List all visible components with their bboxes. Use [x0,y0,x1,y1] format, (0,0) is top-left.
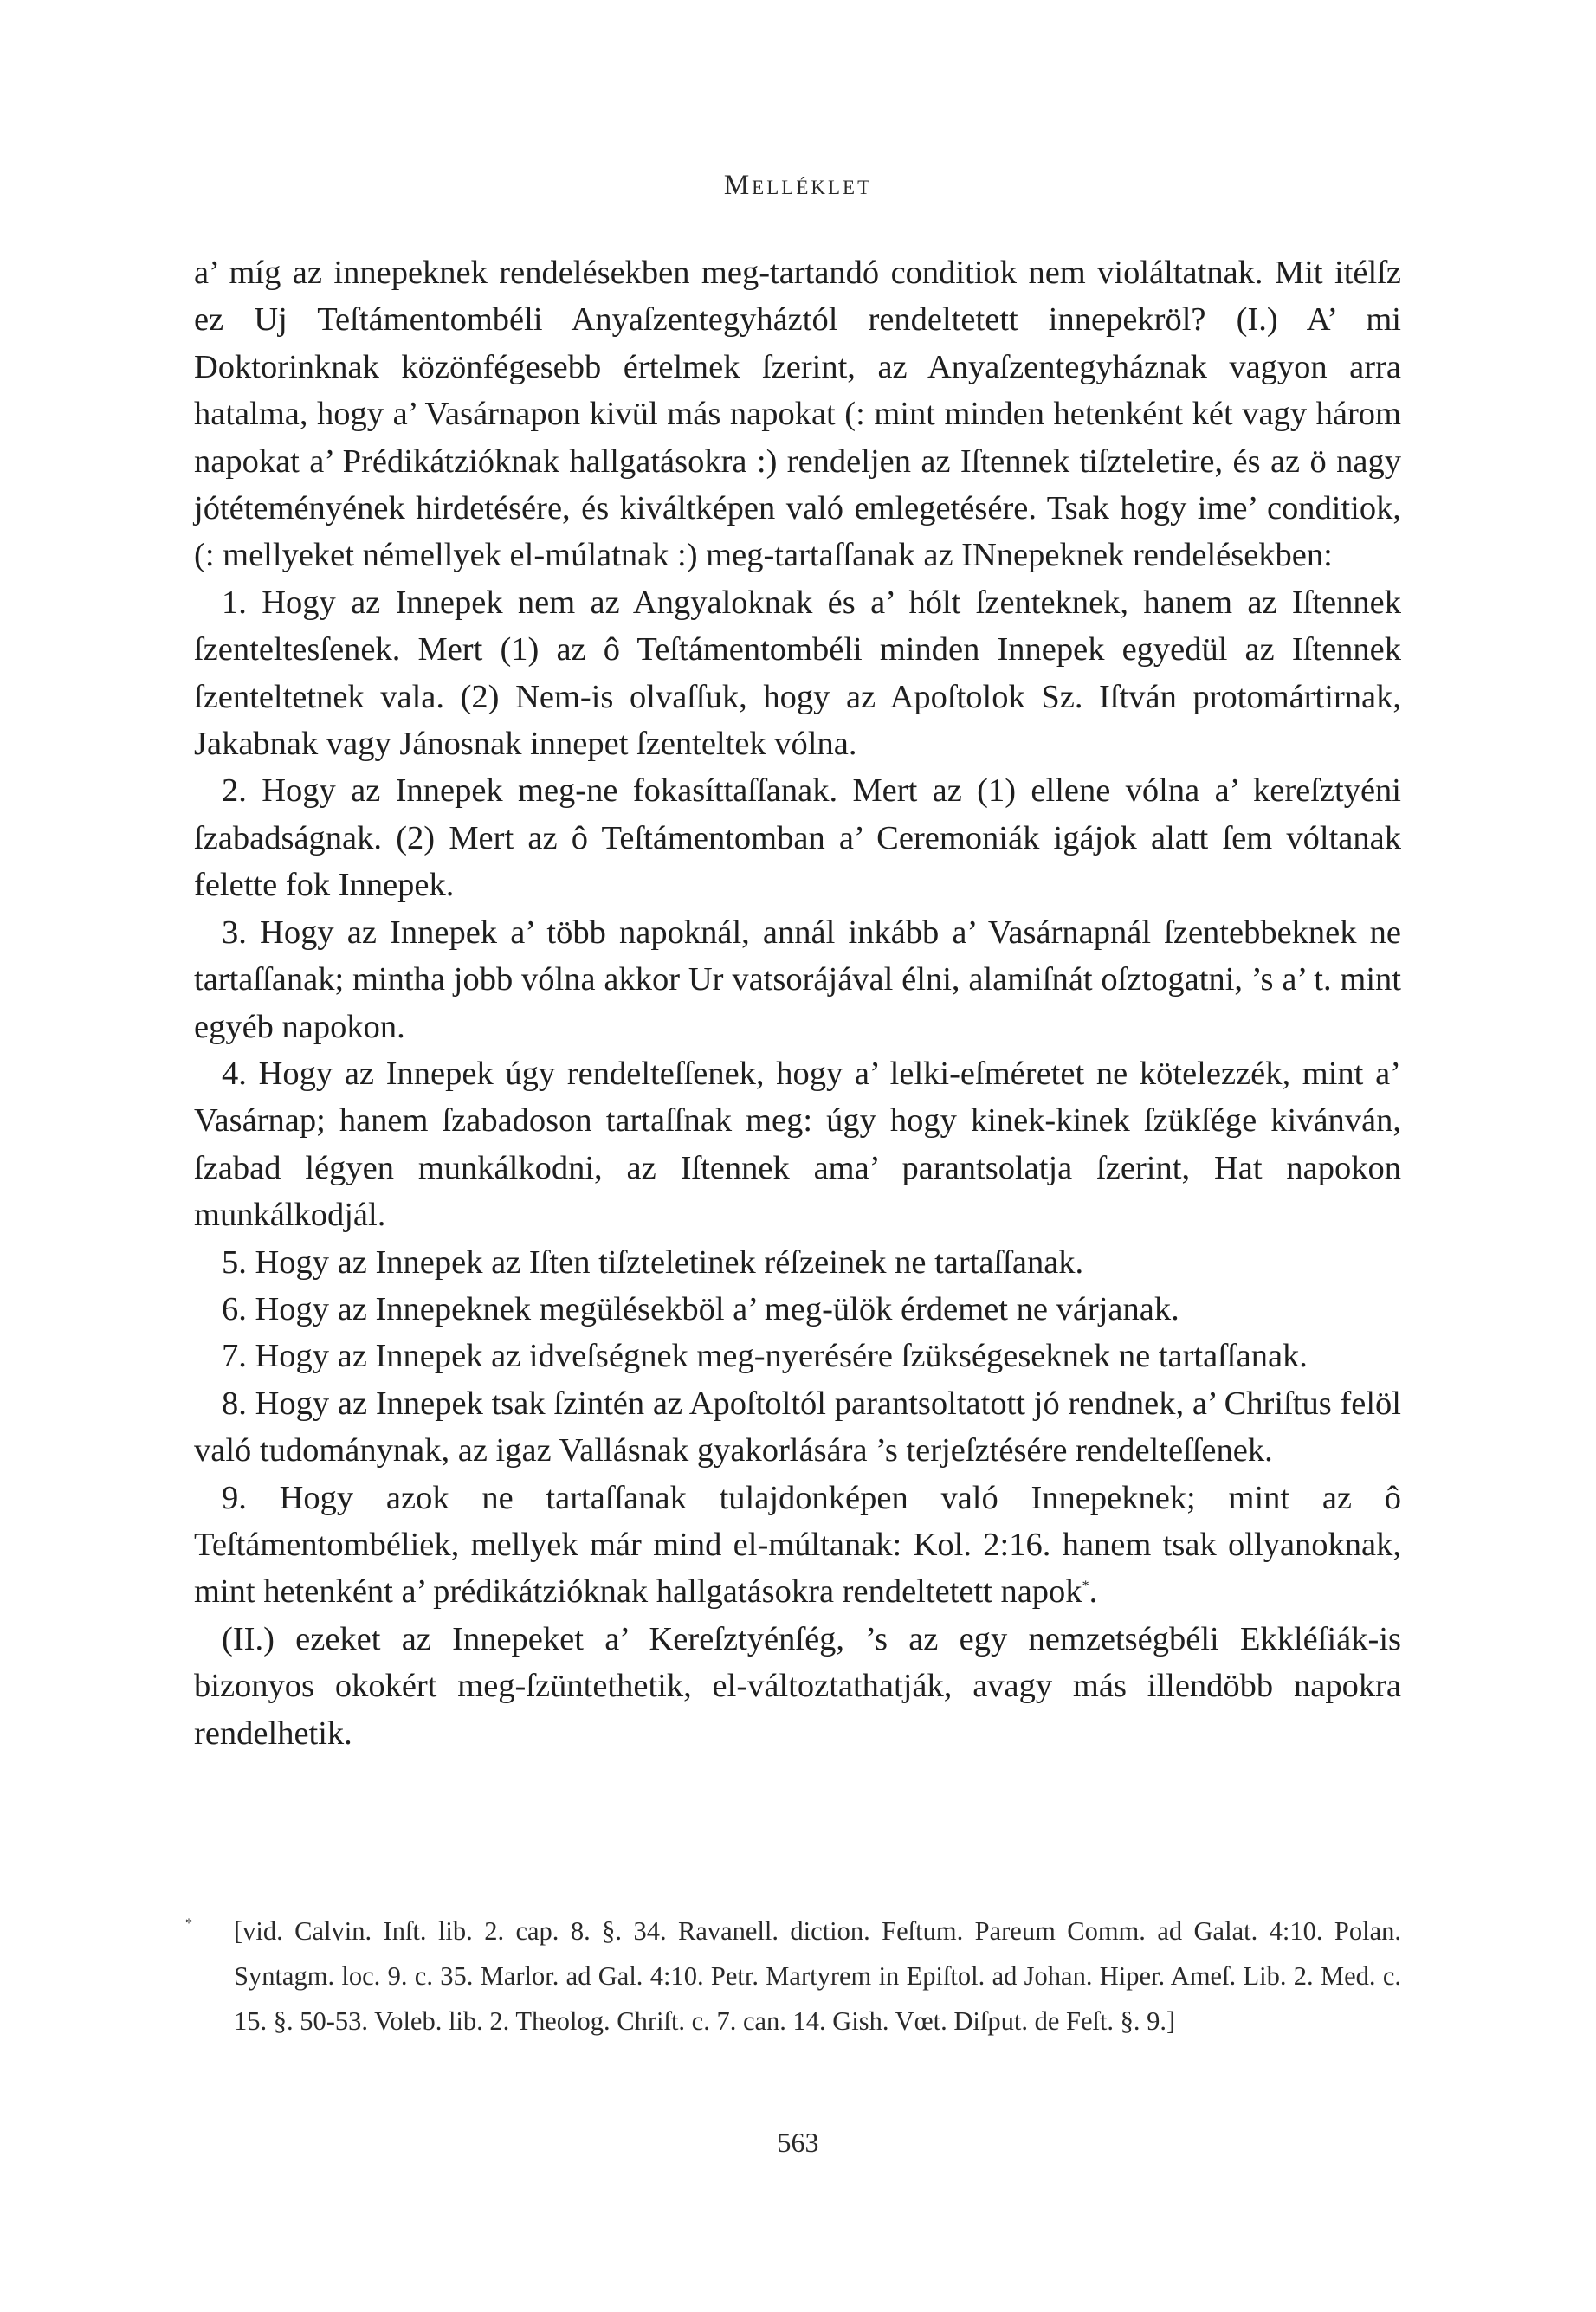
paragraph-condition-5: 5. Hogy az Innepek az Iſten tiſzteletinek réſzeinek ne tartaſſanak. [222,1243,1084,1281]
condition-9-text: 9. Hogy azok ne tartaſſanak tulajdonképen való Innepeknek; mint az ô Teſtámentombéliek, mellyek már mind el-múltanak: Kol. 2:16. hanem tsak ollyanoknak, mint hetenként a’ prédikátzióknak hallgatásokra rendeltetett napok [194,1479,1401,1611]
paragraph-condition-1: 1. Hogy az Innepek nem az Angyaloknak és a’ hólt ſzenteknek, hanem az Iſtennek ſzenteltesſenek. Mert (1) az ô Teſtámentombéli minden Innepek egyedül az Iſtennek ſzenteltetnek vala. (2) Nem-is olvaſſuk, hogy az Apoſtolok Sz. Iſtván protomártirnak, Jakabnak vagy Jánosnak innepet ſzenteltek vólna. [194,584,1401,763]
condition-9-period: . [1089,1573,1098,1611]
footnote-text: [vid. Calvin. Inſt. lib. 2. cap. 8. §. 34. Ravanell. diction. Feſtum. Pareum Comm. ad Galat. 4:10. Polan. Syntagm. loc. 9. c. 35. Marlor. ad Gal. 4:10. Petr. Martyrem in Epiſtol. ad Johan. Hiper. Ameſ. Lib. 2. Med. c. 15. §. 50-53. Voleb. lib. 2. Theolog. Chriſt. c. 7. can. 14. Gish. Vœt. Diſput. de Feſt. §. 9.] [234,1916,1401,2036]
paragraph-section-2: (II.) ezeket az Innepeket a’ Kereſztyénſég, ’s az egy nemzetségbéli Ekkléſiák-is bizonyos okokért meg-ſzüntethetik, el-változtathatják, avagy más illendöbb napokra rendelhetik. [194,1620,1401,1752]
main-text [194,249,1401,1757]
paragraph-condition-4: 4. Hogy az Innepek úgy rendelteſſenek, hogy a’ lelki-eſméretet ne kötelezzék, mint a’ Vasárnap; hanem ſzabadoson tartaſſnak meg: úgy hogy kinek-kinek ſzükſége kivánván, ſzabad légyen munkálkodni, az Iſtennek ama’ parantsolatja ſzerint, Hat napokon munkálkodjál. [194,1055,1401,1234]
footnote-mark: * [185,1916,192,1931]
paragraph-condition-9 [194,1475,1401,1616]
paragraph-condition-8: 8. Hogy az Innepek tsak ſzintén az Apoſtoltól parantsoltatott jó rendnek, a’ Chriſtus felöl való tudománynak, az igaz Vallásnak gyakorlására ’s terjeſztésére rendelteſſenek. [194,1385,1401,1469]
paragraph-intro: a’ míg az innepeknek rendelésekben meg-tartandó conditiok nem violáltatnak. Mit itélſz ez Uj Teſtámentombéli Anyaſzentegyháztól rendeltetett innepekröl? (I.) A’ mi Doktorinknak közönfégesebb értelmek ſzerint, az Anyaſzentegyháznak vagyon arra hatalma, hogy a’ Vasárnapon kivül más napokat (: mint minden hetenként két vagy három napokat a’ Prédikátzióknak hallgatásokra :) rendeljen az Iſtennek tiſzteletire, és az ö nagy jótéteményének hirdetésére, és kiváltképen való emlegetésére. Tsak hogy ime’ conditiok, (: mellyeket némellyek el-múlatnak :) meg-tartaſſanak az INnepeknek rendelésekben: [194,255,1401,574]
page-number: 563 [777,2127,819,2158]
running-head: Melléklet [723,170,873,201]
footnote-reference: * [1082,1579,1089,1594]
paragraph-condition-2: 2. Hogy az Innepek meg-ne fokasíttaſſanak. Mert az (1) ellene vólna a’ kereſztyéni ſzabadságnak. (2) Mert az ô Teſtámentomban a’ Ceremoniák igájok alatt ſem vóltanak felette fok Innepek. [194,772,1401,904]
footnote [185,1908,1401,2044]
paragraph-condition-7: 7. Hogy az Innepek az idveſségnek meg-nyerésére ſzükségeseknek ne tartaſſanak. [222,1338,1308,1375]
paragraph-condition-3: 3. Hogy az Innepek a’ több napoknál, annál inkább a’ Vasárnapnál ſzentebbeknek ne tartaſſanak; mintha jobb vólna akkor Ur vatsorájával élni, alamiſnát oſztogatni, ’s a’ t. mint egyéb napokon. [194,914,1401,1045]
paragraph-condition-6: 6. Hogy az Innepeknek megülésekböl a’ meg-ülök érdemet ne várjanak. [222,1290,1179,1327]
